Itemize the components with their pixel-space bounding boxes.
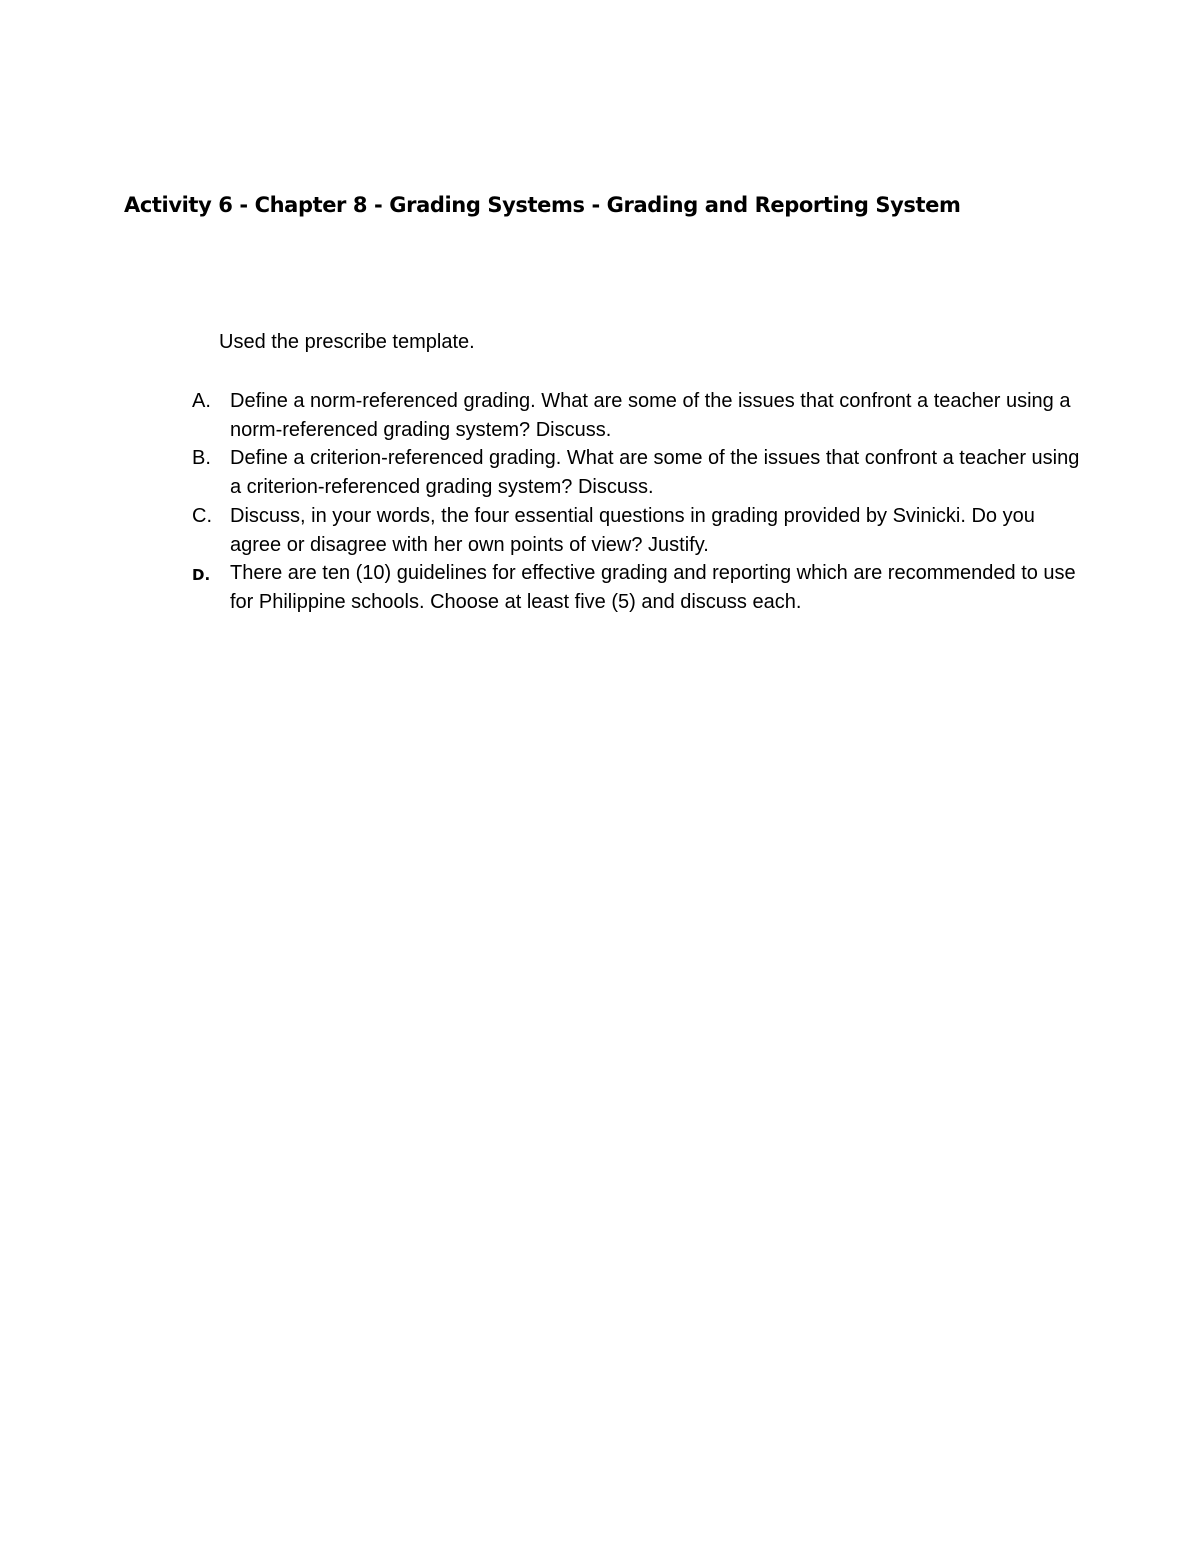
question-item-a [192, 387, 1082, 444]
question-text: Define a criterion-referenced grading. What are some of the issues that confront a teacher using a criterion-referenced grading system? Discuss. [230, 447, 1080, 499]
question-text: Discuss, in your words, the four essential questions in grading provided by Svinicki. Do you agree or disagree with her own points of view? Justify. [230, 504, 1035, 556]
question-item-d [192, 559, 1082, 616]
question-text: There are ten (10) guidelines for effective grading and reporting which are recommended to use for Philippine schools. Choose at least five (5) and discuss each. [230, 562, 1076, 613]
document-title: Activity 6 - Chapter 8 - Grading Systems - Grading and Reporting System [124, 193, 961, 217]
instruction-text: Used the prescribe template. [219, 331, 475, 353]
question-item-b [192, 444, 1082, 501]
question-item-c [192, 502, 1082, 559]
question-letter: B. [192, 447, 211, 470]
question-letter: A. [192, 390, 211, 412]
question-letter: D. [192, 566, 211, 585]
question-list [192, 387, 1082, 617]
question-letter: C. [192, 504, 212, 527]
question-text: Define a norm-referenced grading. What are some of the issues that confront a teacher using a norm-referenced grading system? Discuss. [230, 390, 1071, 441]
